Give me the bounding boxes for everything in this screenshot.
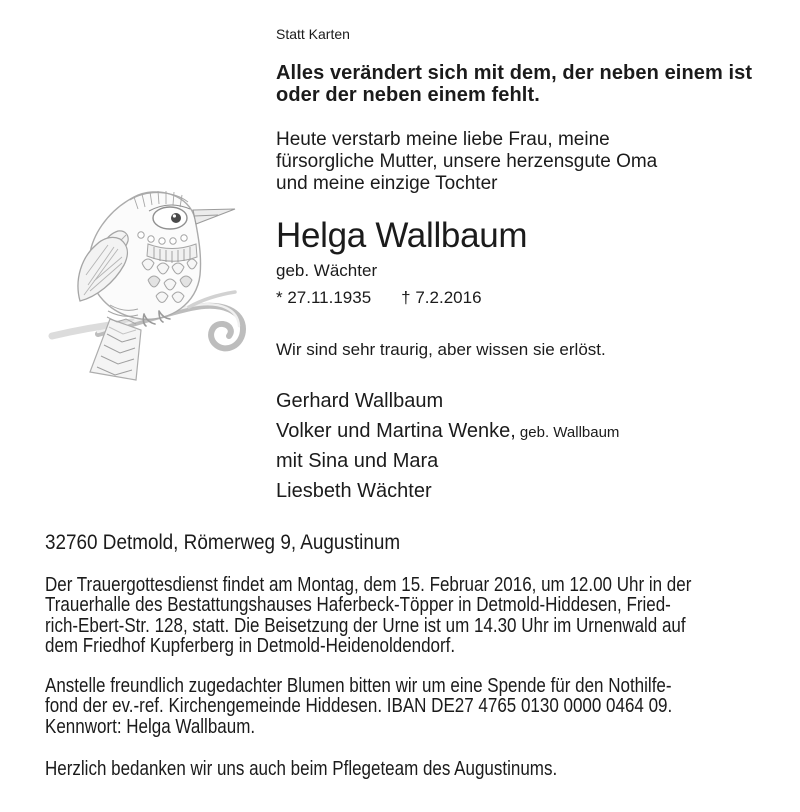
epigraph <box>276 62 781 106</box>
details-block <box>45 531 785 779</box>
mourner-row: Liesbeth Wächter <box>276 480 432 502</box>
birth-date: * 27.11.1935 <box>276 288 372 307</box>
mourner-row: Volker und Martina Wenke, geb. Wallbaum <box>276 420 620 442</box>
pre-line: Statt Karten <box>276 26 350 42</box>
donation-paragraph: Anstelle freundlich zugedachter Blumen bitten wir um eine Spende für den Nothilfe- fond der ev.-ref. Kirchengemeinde Hiddesen. IBAN DE27 4765 0130 0000 0464 09. Kennwort: Helga Wallbaum. <box>45 675 673 738</box>
intro-line-3: und meine einzige Tochter <box>276 173 498 194</box>
deceased-name: Helga Wallbaum <box>276 216 528 255</box>
mourners-list <box>276 387 781 507</box>
intro-line-2: fürsorgliche Mutter, unsere herzensgute Oma <box>276 151 658 172</box>
maiden-name: geb. Wächter <box>276 261 378 280</box>
notice-column <box>276 26 781 507</box>
address-line: 32760 Detmold, Römerweg 9, Augustinum <box>45 531 401 554</box>
thanks-line: Herzlich bedanken wir uns auch beim Pflegeteam des Augustinums. <box>45 758 558 781</box>
intro-text <box>276 129 781 195</box>
service-paragraph: Der Trauergottesdienst findet am Montag, dem 15. Februar 2016, um 12.00 Uhr in der Trauerhalle des Bestattungshauses Haferbeck-Töpper in Detmold-Hiddesen, Fried- rich-Ebert-Str. 128, statt. Die Beisetzung der Urne ist um 14.30 Uhr im Urnenwald auf dem Friedhof Kupferberg in Detmold-Heidenoldendorf. <box>45 574 692 657</box>
life-dates <box>276 288 781 308</box>
bird-illustration <box>38 183 262 391</box>
death-date: † 7.2.2016 <box>401 288 482 307</box>
grief-line: Wir sind sehr traurig, aber wissen sie erlöst. <box>276 340 606 359</box>
intro-line-1: Heute verstarb meine liebe Frau, meine <box>276 129 610 150</box>
mourner-row: Gerhard Wallbaum <box>276 390 444 412</box>
mourner-row: mit Sina und Mara <box>276 450 439 472</box>
epigraph-line-2: oder der neben einem fehlt. <box>276 84 540 106</box>
epigraph-line-1: Alles verändert sich mit dem, der neben einem ist <box>276 62 753 84</box>
bird-beak <box>193 209 235 224</box>
